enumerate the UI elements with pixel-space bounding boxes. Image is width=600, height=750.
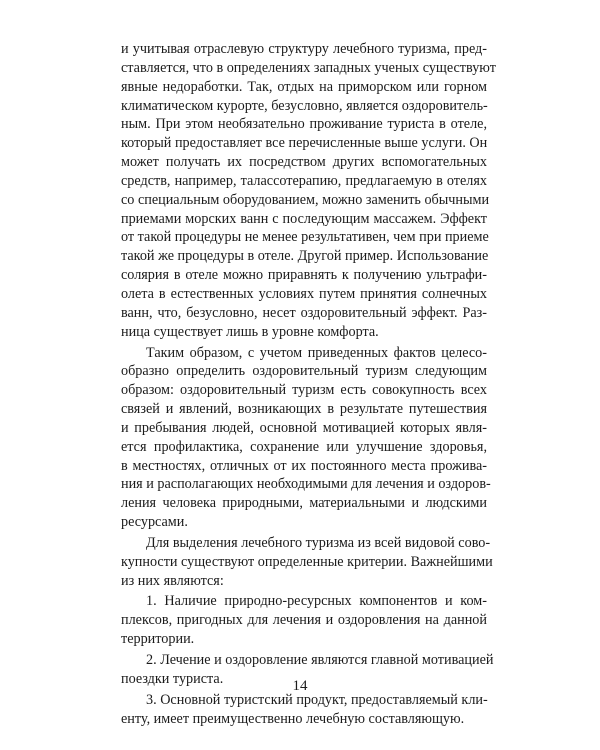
text-line: плексов, пригодных для лечения и оздоровления на данной (121, 612, 487, 629)
text-line: и пребывания людей, основной мотивацией которых явля- (121, 419, 487, 436)
text-line: который предоставляет все перечисленные выше услуги. Он (121, 135, 488, 152)
text-line: ставляется, что в определениях западных ученых существуют (121, 59, 496, 76)
text-line: образом: оздоровительный туризм есть совокупность всех (121, 382, 487, 399)
text-line: связей и явлений, возникающих в результате путешествия (121, 401, 487, 418)
text-line: ресурсами. (121, 514, 188, 531)
criterion-1 (121, 592, 487, 649)
text-line: в местностях, отличных от их постоянного места прожива- (121, 457, 487, 474)
text-line: территории. (121, 631, 195, 648)
text-line: со специальным оборудованием, можно заменить обычными (121, 191, 490, 208)
page-number: 14 (292, 678, 308, 694)
text-line: 1. Наличие природно-ресурсных компонентов и ком- (146, 593, 487, 610)
text-line: приемами морских ванн с последующим массажем. Эффект (121, 210, 487, 227)
criterion-3 (121, 691, 487, 729)
paragraph-1 (121, 40, 496, 342)
text-line: Для выделения лечебного туризма из всей видовой сово- (146, 534, 491, 551)
text-line: ния и располагающих необходимыми для лечения и оздоров- (121, 476, 491, 493)
text-line: ется профилактика, сохранение или улучшение здоровья, (121, 438, 487, 455)
text-line: поездки туриста. (121, 670, 224, 687)
text-line: 2. Лечение и оздоровление являются главной мотивацией (146, 652, 494, 668)
text-line: явные недоработки. Так, отдых на приморском или горном (121, 78, 487, 95)
text-line: образно определить оздоровительный туризм следующим (121, 363, 487, 380)
text-line: и учитывая отраслевую структуру лечебного туризма, пред- (121, 41, 487, 57)
body-text (121, 40, 496, 730)
text-line: от такой процедуры не менее результативен, чем при приеме (121, 229, 489, 246)
text-line: олета в естественных условиях путем принятия солнечных (121, 285, 487, 302)
text-line: средств, например, талассотерапию, предлагаемую в отелях (121, 172, 487, 189)
text-line: енту, имеет преимущественно лечебную составляющую. (121, 710, 465, 727)
text-line: климатическом курорте, безусловно, является оздоровитель- (121, 97, 488, 114)
text-line: ным. При этом необязательно проживание туриста в отеле, (121, 116, 487, 133)
text-line: 3. Основной туристский продукт, предоставляемый кли- (146, 691, 488, 708)
text-line: такой же процедуры в отеле. Другой пример. Использование (121, 248, 489, 265)
text-line: ванн, что, безусловно, несет оздоровительный эффект. Раз- (121, 304, 487, 321)
paragraph-3 (121, 534, 493, 591)
text-line: купности существуют определенные критерии. Важнейшими (121, 553, 493, 570)
text-line: солярия в отеле можно приравнять к получению ультрафи- (121, 267, 487, 284)
text-line: из них являются: (121, 572, 224, 589)
text-line: ница существует лишь в уровне комфорта. (121, 323, 379, 340)
text-line: Таким образом, с учетом приведенных фактов целесо- (146, 344, 487, 361)
text-line: ления человека природными, материальными и людскими (121, 495, 487, 512)
text-line: может получать их посредством других вспомогательных (121, 154, 487, 171)
paragraph-2 (121, 344, 491, 532)
